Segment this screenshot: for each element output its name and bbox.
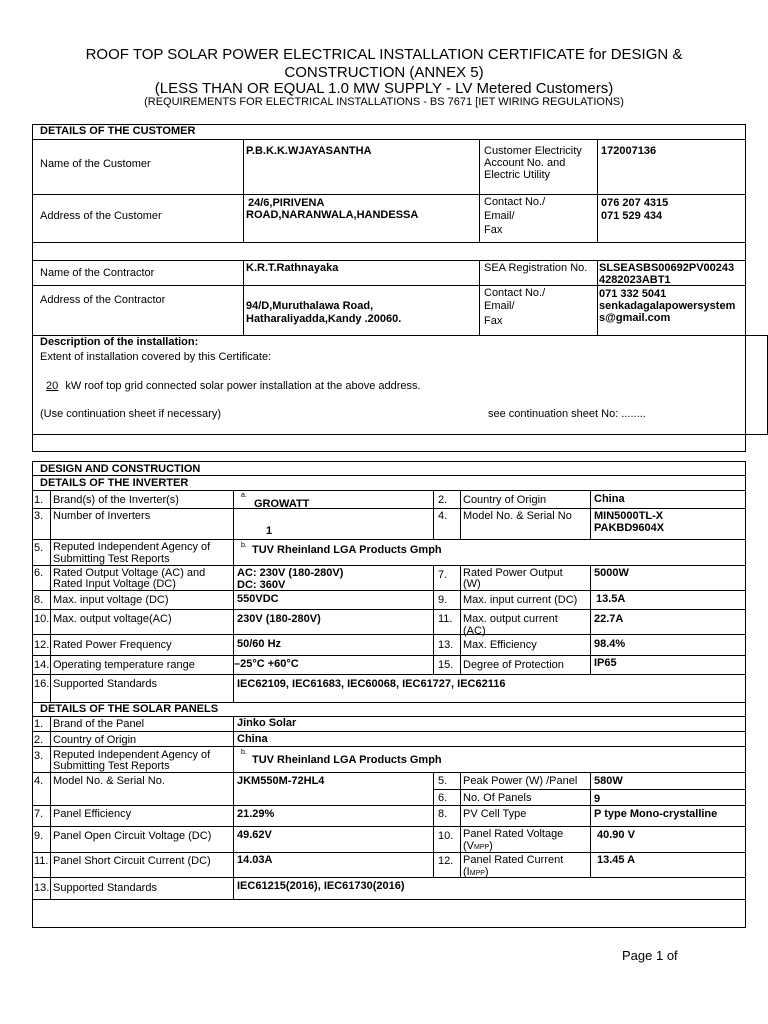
inv-l5b: Submitting Test Reports <box>53 553 170 565</box>
pnl-l12b-line <box>463 866 489 880</box>
description-kw: 20 <box>46 380 59 392</box>
pnl-l3a: Reputed Independent Agency of <box>53 749 211 761</box>
contractor-address-value-2: Hatharaliyadda,Kandy .20060. <box>246 313 402 325</box>
account-label-1: Customer Electricity <box>484 145 582 157</box>
pnl-n13: 13. <box>34 882 50 894</box>
pnl-n4: 4. <box>34 775 44 787</box>
pnl-n7: 7. <box>34 808 44 820</box>
contractor-contact-value-2: senkadagalapowersystem <box>599 300 736 312</box>
inv-v14: –25°C +60°C <box>234 658 299 670</box>
inv-l4: Model No. & Serial No <box>463 510 572 522</box>
customer-address-value-1: 24/6,PIRIVENA <box>248 197 325 209</box>
inv-n1: 1. <box>34 494 44 506</box>
pnl-l3b: Submitting Test Reports <box>53 760 170 772</box>
account-value: 172007136 <box>601 145 657 157</box>
pnl-n12: 12. <box>438 855 454 867</box>
sea-label: SEA Registration No. <box>484 262 588 274</box>
pnl-l10b-line <box>463 840 493 854</box>
contractor-contact-value-3: s@gmail.com <box>599 312 671 324</box>
pnl-n9: 9. <box>34 830 44 842</box>
pnl-l10c: ) <box>489 840 493 852</box>
pnl-l1: Brand of the Panel <box>53 718 145 730</box>
customer-section-title: DETAILS OF THE CUSTOMER <box>40 125 196 137</box>
title-line-2: CONSTRUCTION (ANNEX 5) <box>284 64 484 81</box>
inv-n13: 13. <box>438 639 454 651</box>
inv-l9: Max. input current (DC) <box>463 594 578 606</box>
inv-n12: 12. <box>34 639 50 651</box>
inv-n11: 11. <box>438 613 453 625</box>
inv-v8: 550VDC <box>237 593 279 605</box>
description-continuation: (Use continuation sheet if necessary) <box>40 408 221 420</box>
page-number: Page 1 of <box>622 948 678 963</box>
inv-l6b: Rated Input Voltage (DC) <box>53 578 176 590</box>
description-kw-line <box>42 380 421 392</box>
inv-n4: 4. <box>438 510 448 522</box>
pnl-l12b: (I <box>463 866 470 878</box>
inv-v12: 50/60 Hz <box>237 638 282 650</box>
inv-v13: 98.4% <box>594 638 626 650</box>
inv-n2: 2. <box>438 494 448 506</box>
inv-l16: Supported Standards <box>53 678 157 690</box>
pnl-n5: 5. <box>438 775 448 787</box>
inv-n16: 16. <box>34 678 50 690</box>
customer-contact-value-2: 071 529 434 <box>601 210 663 222</box>
pnl-l12c: ) <box>484 866 489 878</box>
inv-v4b: PAKBD9604X <box>594 522 665 534</box>
inv-l13: Max. Efficiency <box>463 639 537 651</box>
inv-v6b: DC: 360V <box>237 579 286 591</box>
pnl-v4: JKM550M-72HL4 <box>237 775 325 787</box>
inv-v2: China <box>594 493 625 505</box>
customer-address-value-2: ROAD,NARANWALA,HANDESSA <box>246 209 419 221</box>
certificate-title <box>0 46 768 82</box>
inv-l7a: Rated Power Output <box>463 567 563 579</box>
inv-v10: 230V (180-280V) <box>237 613 321 625</box>
pnl-l11: Panel Short Circuit Current (DC) <box>53 855 211 867</box>
pnl-l7: Panel Efficiency <box>53 808 132 820</box>
title-subtitle: (REQUIREMENTS FOR ELECTRICAL INSTALLATIONS - BS 7671 [IET WIRING REGULATIONS) <box>144 96 624 108</box>
pnl-n3: 3. <box>34 750 44 762</box>
inv-l11a: Max. output current <box>463 613 558 625</box>
inv-v9: 13.5A <box>596 593 626 605</box>
description-title: Description of the installation: <box>40 336 199 348</box>
inv-n9: 9. <box>438 594 448 606</box>
inv-n8: 8. <box>34 594 44 606</box>
pnl-v9: 49.62V <box>237 829 272 841</box>
inv-l6a: Rated Output Voltage (AC) and <box>53 567 206 579</box>
customer-contact-label-1: Contact No./ <box>484 196 546 208</box>
pnl-v2: China <box>237 733 268 745</box>
inv-l15: Degree of Protection <box>463 659 564 671</box>
pnl-l12sub: MPP <box>469 870 485 877</box>
pnl-v3: TUV Rheinland LGA Products Gmph <box>252 754 442 766</box>
inv-l12: Rated Power Frequency <box>53 639 172 651</box>
contractor-name-value: K.R.T.Rathnayaka <box>246 262 339 274</box>
inv-v15: IP65 <box>594 657 617 669</box>
inv-v4a: MIN5000TL-X <box>594 510 664 522</box>
inv-l8: Max. input voltage (DC) <box>53 594 169 606</box>
inv-n15: 15. <box>438 659 454 671</box>
description-kw-text: kW roof top grid connected solar power installation at the above address. <box>65 380 421 392</box>
design-title: DESIGN AND CONSTRUCTION <box>40 463 201 475</box>
account-label-2: Account No. and <box>484 157 566 169</box>
pnl-s3: b. <box>241 749 247 756</box>
pnl-l4: Model No. & Serial No. <box>53 775 165 787</box>
pnl-l10sub: MPP <box>474 844 490 851</box>
contractor-contact-label-2: Email/ <box>484 300 515 312</box>
inv-s5: b. <box>241 542 247 549</box>
inv-n14: 14. <box>34 659 50 671</box>
pnl-l6: No. Of Panels <box>463 792 532 804</box>
customer-contact-label-3: Fax <box>484 224 503 236</box>
customer-name-value: P.B.K.K.WJAYASANTHA <box>246 145 372 157</box>
pnl-v11: 14.03A <box>237 854 273 866</box>
pnl-l12a: Panel Rated Current <box>463 854 564 866</box>
contractor-address-label: Address of the Contractor <box>40 294 166 306</box>
sea-value-2: 4282023ABT1 <box>599 274 671 286</box>
inv-v1: GROWATT <box>254 498 310 510</box>
inverter-section-title: DETAILS OF THE INVERTER <box>40 477 189 489</box>
inv-l7b: (W) <box>463 578 481 590</box>
pnl-v13: IEC61215(2016), IEC61730(2016) <box>237 880 405 892</box>
pnl-l8: PV Cell Type <box>463 808 527 820</box>
inv-n6: 6. <box>34 567 44 579</box>
description-see-sheet: see continuation sheet No: ........ <box>488 408 646 420</box>
inv-v6a: AC: 230V (180-280V) <box>237 567 344 579</box>
contractor-contact-value-1: 071 332 5041 <box>599 288 667 300</box>
inv-n10: 10. <box>34 613 50 625</box>
pnl-v10: 40.90 V <box>597 829 635 841</box>
inv-l5a: Reputed Independent Agency of <box>53 541 211 553</box>
inv-v7: 5000W <box>594 567 629 579</box>
pnl-n11: 11. <box>34 855 49 867</box>
inv-l10: Max. output voltage(AC) <box>53 613 172 625</box>
inv-v16: IEC62109, IEC61683, IEC60068, IEC61727, IEC62116 <box>237 678 506 690</box>
inv-l2: Country of Origin <box>463 494 547 506</box>
pnl-n10: 10. <box>438 830 454 842</box>
pnl-v7: 21.29% <box>237 808 275 820</box>
pnl-l13: Supported Standards <box>53 882 157 894</box>
inv-v11: 22.7A <box>594 613 624 625</box>
contractor-contact-label-3: Fax <box>484 315 503 327</box>
panels-section-title: DETAILS OF THE SOLAR PANELS <box>40 703 219 715</box>
inv-l1: Brand(s) of the Inverter(s) <box>53 494 179 506</box>
pnl-l10a: Panel Rated Voltage <box>463 828 564 840</box>
pnl-n8: 8. <box>438 808 448 820</box>
pnl-l2: Country of Origin <box>53 734 137 746</box>
inv-v5: TUV Rheinland LGA Products Gmph <box>252 544 442 556</box>
pnl-v6: 9 <box>594 793 601 805</box>
pnl-l9: Panel Open Circuit Voltage (DC) <box>53 830 212 842</box>
inv-s1: a. <box>241 492 247 499</box>
inv-l11b: (AC) <box>463 625 486 637</box>
pnl-l5: Peak Power (W) /Panel <box>463 775 578 787</box>
account-label-3: Electric Utility <box>484 169 551 181</box>
inv-l3: Number of Inverters <box>53 510 151 522</box>
pnl-v5: 580W <box>594 775 623 787</box>
contractor-address-value-1: 94/D,Muruthalawa Road, <box>246 300 374 312</box>
inv-n5: 5. <box>34 542 44 554</box>
sea-value-1: SLSEASBS00692PV00243 <box>599 262 735 274</box>
description-extent: Extent of installation covered by this Certificate: <box>40 351 272 363</box>
pnl-v1: Jinko Solar <box>237 717 297 729</box>
customer-address-label: Address of the Customer <box>40 210 162 222</box>
pnl-n6: 6. <box>438 792 448 804</box>
pnl-v12: 13.45 A <box>597 854 636 866</box>
title-line-1: ROOF TOP SOLAR POWER ELECTRICAL INSTALLATION CERTIFICATE for DESIGN & <box>85 46 683 63</box>
title-line-3: (LESS THAN OR EQUAL 1.0 MW SUPPLY - LV Metered Customers) <box>154 80 614 97</box>
inv-v3: 1 <box>266 525 273 537</box>
customer-name-label: Name of the Customer <box>40 158 151 170</box>
pnl-l10b: (V <box>463 840 474 852</box>
inv-l14: Operating temperature range <box>53 659 195 671</box>
pnl-v8: P type Mono-crystalline <box>594 808 718 820</box>
inv-n3: 3. <box>34 510 44 522</box>
pnl-n2: 2. <box>34 734 44 746</box>
inv-n7: 7. <box>438 569 448 581</box>
pnl-n1: 1. <box>34 718 44 730</box>
customer-contact-label-2: Email/ <box>484 210 515 222</box>
contractor-name-label: Name of the Contractor <box>40 267 155 279</box>
customer-contact-value-1: 076 207 4315 <box>601 197 669 209</box>
contractor-contact-label-1: Contact No./ <box>484 287 546 299</box>
